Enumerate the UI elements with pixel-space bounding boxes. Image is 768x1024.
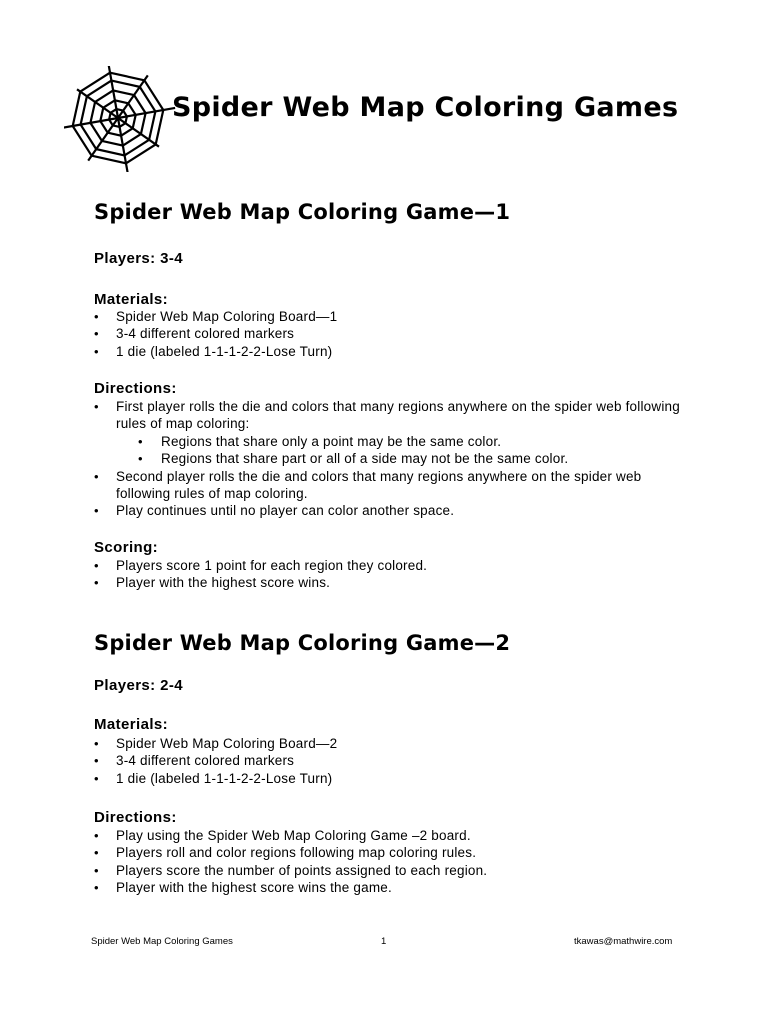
game1-directions-list — [94, 398, 741, 520]
game2-title: Spider Web Map Coloring Game—2 — [94, 631, 511, 655]
bullet-icon: • — [138, 451, 143, 467]
game1-materials-label: Materials: — [94, 291, 169, 308]
footer-email: tkawas@mathwire.com — [574, 936, 673, 947]
list-item: • Players score 1 point for each region they colored. — [94, 558, 428, 573]
game1-scoring-list — [94, 557, 696, 592]
game2-directions-list — [94, 827, 696, 897]
list-item: • Players roll and color regions following map coloring rules. — [94, 845, 477, 861]
bullet-icon: • — [94, 326, 99, 342]
list-item: • Regions that share part or all of a side may not be the same color. — [138, 451, 569, 467]
list-item: • Regions that share only a point may be the same color. — [138, 433, 502, 449]
bullet-icon: • — [94, 770, 99, 786]
list-item: • Second player rolls the die and colors that many regions anywhere on the spider web following rules of map coloring. — [94, 468, 642, 502]
bullet-icon: • — [94, 468, 99, 484]
bullet-icon: • — [94, 845, 99, 861]
bullet-icon: • — [138, 433, 143, 449]
footer-title: Spider Web Map Coloring Games — [91, 936, 233, 947]
game1-scoring-label: Scoring: — [94, 539, 159, 556]
bullet-icon: • — [94, 828, 99, 843]
page-title: Spider Web Map Coloring Games — [172, 92, 679, 123]
list-item: • Player with the highest score wins. — [94, 575, 331, 591]
list-item: • Player with the highest score wins the game. — [94, 880, 392, 896]
list-item: • Play using the Spider Web Map Coloring Game –2 board. — [94, 828, 471, 843]
list-item: • 1 die (labeled 1-1-1-2-2-Lose Turn) — [94, 343, 333, 359]
list-item: • Spider Web Map Coloring Board—1 — [94, 309, 338, 324]
list-item: • 3-4 different colored markers — [94, 326, 295, 342]
list-item: • 1 die (labeled 1-1-1-2-2-Lose Turn) — [94, 770, 333, 786]
bullet-icon: • — [94, 753, 99, 769]
game1-directions-label: Directions: — [94, 380, 177, 397]
list-item: • 3-4 different colored markers — [94, 753, 295, 769]
bullet-icon: • — [94, 575, 99, 591]
bullet-icon: • — [94, 862, 99, 878]
game2-materials-list — [94, 735, 696, 787]
bullet-icon: • — [94, 309, 99, 324]
bullet-icon: • — [94, 343, 99, 359]
game2-players: Players: 2-4 — [94, 677, 184, 694]
list-item: • Spider Web Map Coloring Board—2 — [94, 736, 338, 751]
list-item: • Players score the number of points assigned to each region. — [94, 862, 488, 878]
game1-title: Spider Web Map Coloring Game—1 — [94, 200, 511, 224]
bullet-icon: • — [94, 503, 99, 519]
bullet-icon: • — [94, 736, 99, 751]
spider-web-icon — [64, 66, 180, 172]
game1-materials-list — [94, 308, 696, 360]
game1-players: Players: 3-4 — [94, 250, 184, 267]
bullet-icon: • — [94, 880, 99, 896]
bullet-icon: • — [94, 558, 99, 573]
bullet-icon: • — [94, 399, 99, 414]
game2-directions-label: Directions: — [94, 809, 177, 826]
list-item: • First player rolls the die and colors that many regions anywhere on the spider web following rules of map coloring: — [94, 399, 680, 432]
footer-page-number: 1 — [381, 936, 387, 947]
list-item: • Play continues until no player can color another space. — [94, 503, 455, 519]
game2-materials-label: Materials: — [94, 716, 169, 733]
